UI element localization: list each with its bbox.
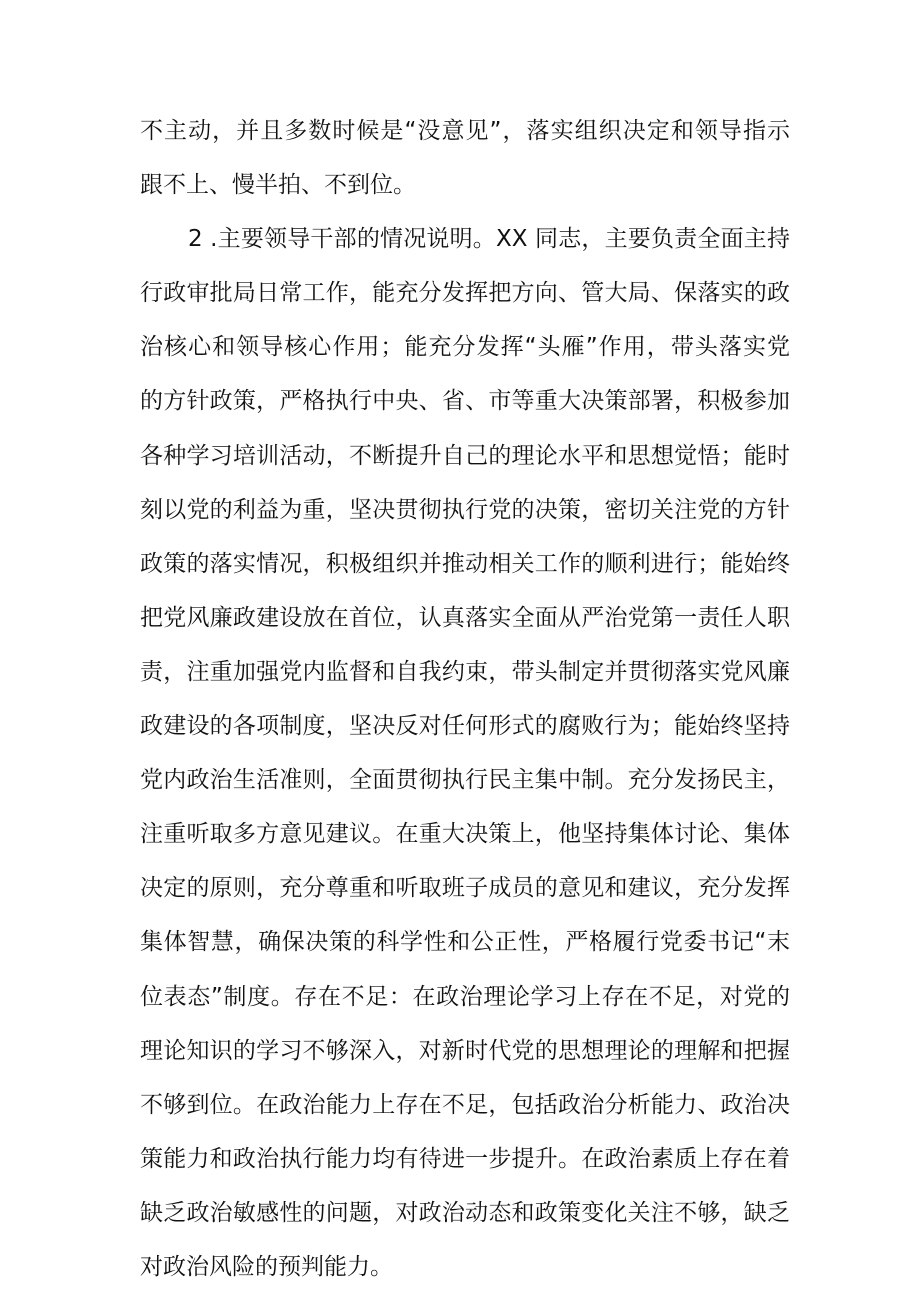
paragraph-line: 责，注重加强党内监督和自我约束，带头制定并贯彻落实党风廉 [140, 658, 790, 685]
paragraph-line: 对政治风险的预判能力。 [140, 1253, 393, 1280]
paragraph-1 [140, 104, 790, 212]
paragraph-line: 2 .主要领导干部的情况说明。XX 同志，主要负责全面主持 [188, 226, 790, 253]
paragraph-line: 不主动，并且多数时候是“没意见”，落实组织决定和领导指示 [140, 118, 790, 144]
paragraph-line: 刻以党的利益为重，坚决贯彻执行党的决策，密切关注党的方针 [140, 496, 790, 523]
paragraph-line: 各种学习培训活动，不断提升自己的理论水平和思想觉悟；能时 [140, 442, 790, 469]
paragraph-line: 跟不上、慢半拍、不到位。 [140, 172, 416, 199]
paragraph-line: 策能力和政治执行能力均有待进一步提升。在政治素质上存在着 [140, 1145, 790, 1172]
document-body [140, 104, 790, 1294]
paragraph-2 [140, 212, 790, 1294]
paragraph-line: 的方针政策，严格执行中央、省、市等重大决策部署，积极参加 [140, 388, 790, 415]
paragraph-line: 行政审批局日常工作，能充分发挥把方向、管大局、保落实的政 [140, 280, 790, 307]
paragraph-line: 不够到位。在政治能力上存在不足，包括政治分析能力、政治决 [140, 1091, 790, 1118]
paragraph-line: 政建设的各项制度，坚决反对任何形式的腐败行为；能始终坚持 [140, 713, 790, 740]
paragraph-line: 党内政治生活准则，全面贯彻执行民主集中制。充分发扬民主， [140, 767, 790, 794]
paragraph-line: 决定的原则，充分尊重和听取班子成员的意见和建议，充分发挥 [140, 875, 790, 902]
paragraph-line: 位表态”制度。存在不足：在政治理论学习上存在不足，对党的 [140, 983, 790, 1010]
paragraph-line: 集体智慧，确保决策的科学性和公正性，严格履行党委书记“末 [140, 929, 790, 956]
paragraph-line: 治核心和领导核心作用；能充分发挥“头雁”作用，带头落实党 [140, 334, 790, 361]
paragraph-line: 政策的落实情况，积极组织并推动相关工作的顺利进行；能始终 [140, 550, 790, 577]
paragraph-line: 缺乏政治敏感性的问题，对政治动态和政策变化关注不够，缺乏 [140, 1199, 790, 1226]
paragraph-line: 注重听取多方意见建议。在重大决策上，他坚持集体讨论、集体 [140, 821, 790, 848]
paragraph-line: 理论知识的学习不够深入，对新时代党的思想理论的理解和把握 [140, 1037, 790, 1064]
paragraph-line: 把党风廉政建设放在首位，认真落实全面从严治党第一责任人职 [140, 604, 790, 631]
